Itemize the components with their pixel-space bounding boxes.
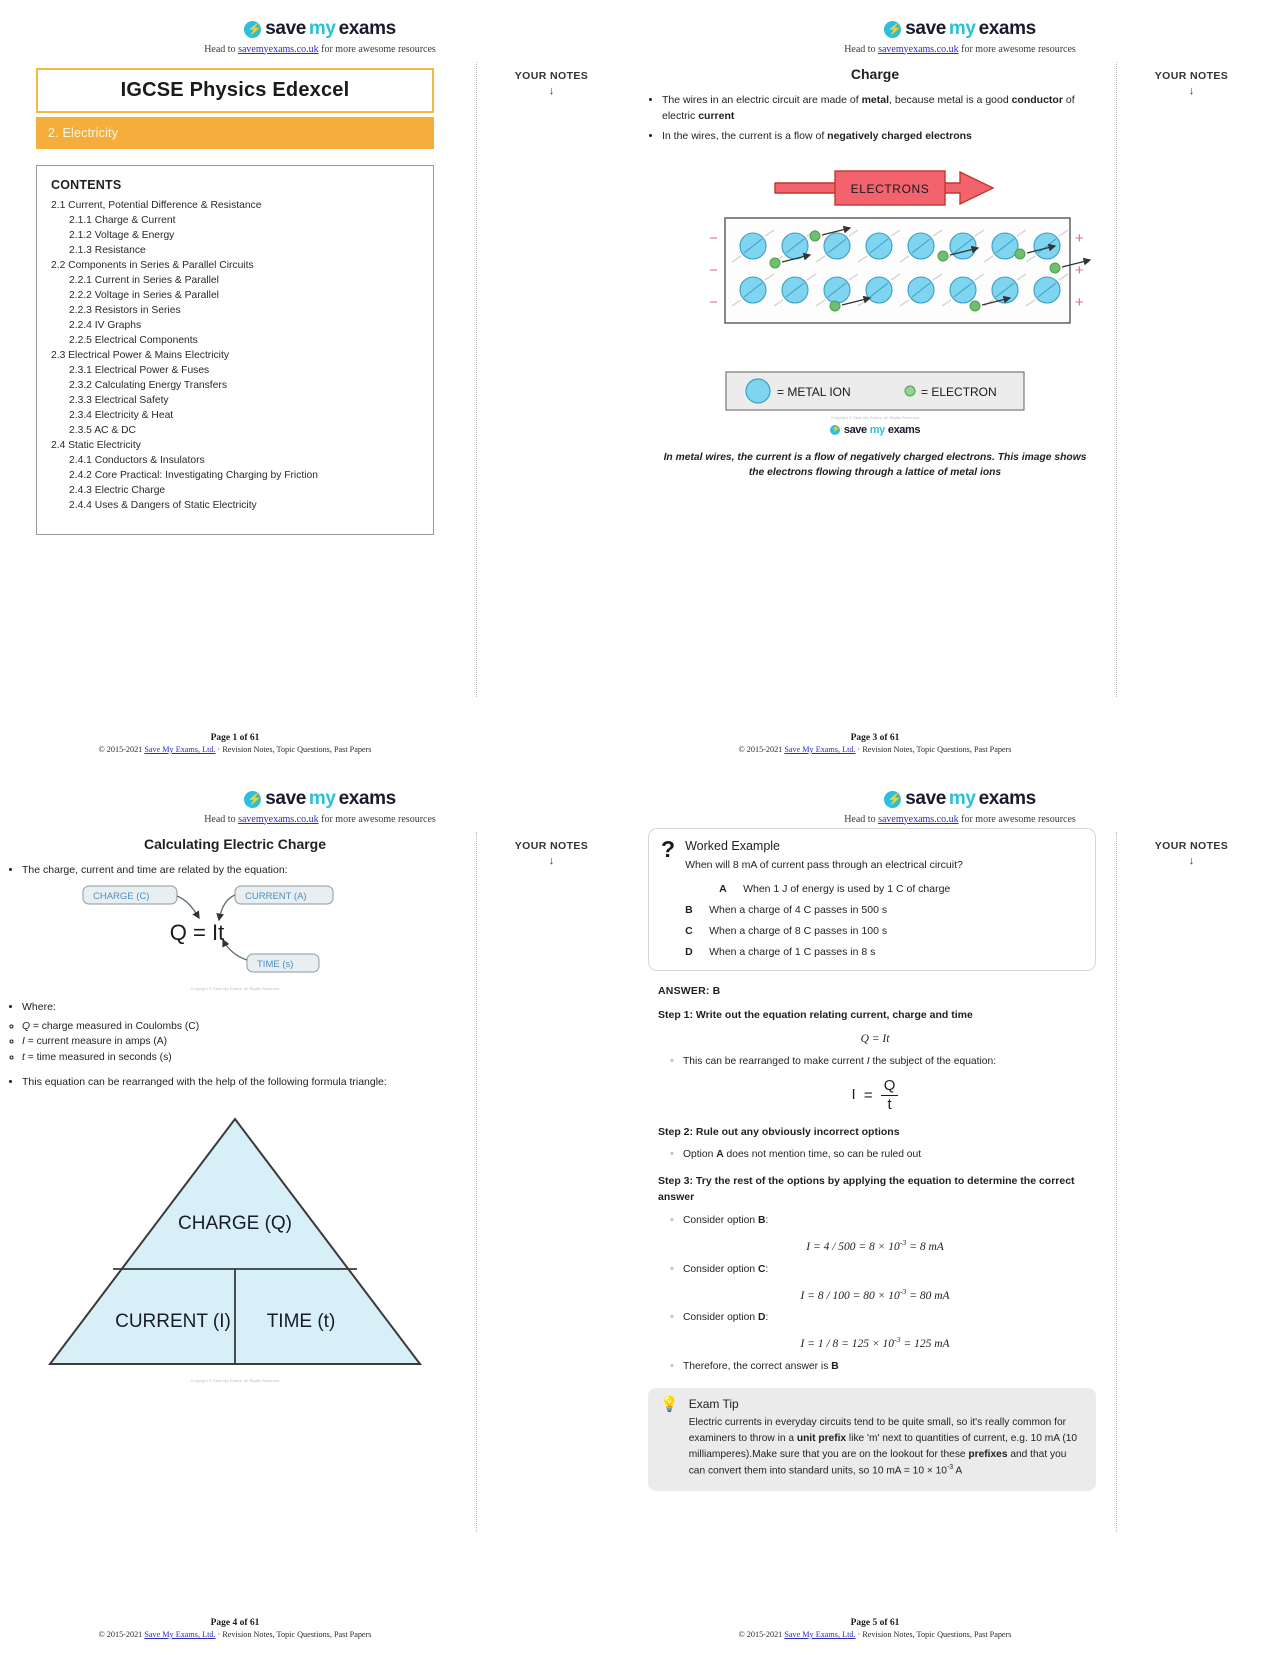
page-number: Page 4 of 61 — [210, 1618, 260, 1628]
svg-text:= METAL ION: = METAL ION — [777, 384, 851, 399]
list-item: ◦ t = time measured in seconds (s) — [22, 1050, 470, 1066]
toc-entry[interactable]: 2.4.2 Core Practical: Investigating Charging by Friction — [69, 470, 318, 481]
lightbulb-icon: 💡 — [660, 1396, 679, 1414]
brand-word-my: my — [869, 423, 885, 436]
positive-sign: + — [1075, 293, 1084, 311]
negative-sign: − — [709, 229, 718, 247]
conclusion-line: ◦ Therefore, the correct answer is B — [670, 1359, 1110, 1375]
brand-word-my: my — [308, 18, 336, 39]
down-arrow-icon: ↓ — [1188, 855, 1195, 867]
table-of-contents — [51, 200, 419, 511]
savemyexams-link[interactable]: savemyexams.co.uk — [238, 813, 319, 825]
your-notes-label: YOUR NOTES — [514, 840, 589, 852]
page-3 — [640, 0, 1280, 770]
brand-word-save: save — [843, 423, 867, 436]
brand-word-my: my — [308, 788, 336, 809]
svg-text:CHARGE (C): CHARGE (C) — [93, 891, 150, 903]
your-notes-rail — [1116, 832, 1266, 1532]
lightning-bolt-icon — [884, 791, 901, 808]
svg-text:CHARGE (Q): CHARGE (Q) — [178, 1212, 292, 1234]
charge-callout — [83, 886, 199, 918]
equation-annotation-diagram — [75, 882, 395, 991]
negative-terminal-signs — [709, 230, 718, 311]
save-my-exams-logo — [884, 18, 1036, 40]
toc-entry[interactable]: 2.3.4 Electricity & Heat — [69, 410, 174, 421]
electrons-direction-arrow — [775, 171, 993, 205]
wire-body — [725, 218, 1070, 323]
company-link[interactable]: Save My Exams, Ltd. — [784, 1630, 856, 1639]
page-3-content — [640, 60, 1110, 481]
your-notes-label: YOUR NOTES — [1154, 840, 1229, 852]
brand-word-exams: exams — [887, 423, 921, 436]
option-text: When a charge of 1 C passes in 8 s — [709, 945, 876, 958]
copyright-prefix: © 2015-2021 — [738, 745, 785, 754]
your-notes-label: YOUR NOTES — [514, 70, 589, 82]
calculation-lead: ◦ Consider option C: — [670, 1262, 1110, 1278]
brand-word-exams: exams — [338, 788, 396, 809]
charge-bullet-list — [640, 92, 1110, 144]
copyright-prefix: © 2015-2021 — [98, 745, 145, 754]
brand-header — [640, 770, 1280, 825]
toc-entry[interactable]: 2.1.3 Resistance — [69, 245, 146, 256]
intro-bullet-list — [0, 862, 470, 878]
company-link[interactable]: Save My Exams, Ltd. — [144, 1630, 216, 1639]
brand-header — [0, 770, 640, 825]
save-my-exams-logo — [244, 18, 396, 40]
option-label: D — [685, 945, 693, 958]
toc-entry[interactable]: 2.2.2 Voltage in Series & Parallel — [69, 290, 219, 301]
figure-caption: In metal wires, the current is a flow of negatively charged electrons. This image shows the electrons flowing through a lattice of metal ions — [663, 451, 1087, 479]
tagline-suffix: for more awesome resources — [958, 813, 1076, 825]
toc-entry[interactable]: 2.4.3 Electric Charge — [69, 485, 166, 496]
step-3-title: Step 3: Try the rest of the options by applying the equation to determine the correct answer — [658, 1175, 1075, 1204]
tagline-prefix: Head to — [204, 813, 239, 825]
worked-example-title: Worked Example — [685, 839, 781, 853]
option-calculations — [640, 1213, 1110, 1350]
toc-entry[interactable]: 2.2.5 Electrical Components — [69, 335, 198, 346]
free-electron — [1050, 263, 1060, 273]
save-my-exams-logo — [244, 788, 396, 810]
page-4-content — [0, 830, 470, 1383]
toc-entry[interactable]: 2.2.1 Current in Series & Parallel — [69, 275, 219, 286]
formula-triangle-svg — [35, 1109, 435, 1374]
toc-entry[interactable]: 2.3 Electrical Power & Mains Electricity — [51, 350, 229, 361]
toc-entry[interactable]: 2.2.3 Resistors in Series — [69, 305, 181, 316]
answer-option[interactable] — [685, 946, 1081, 958]
brand-tagline — [640, 44, 1280, 55]
exam-tip-body: Electric currents in everyday circuits tend to be quite small, so it's really common for examiners to throw in a unit prefix like 'm' next to quantities of current, e.g. 10 mA (10 milliamperes).Make sure that you are on the lookout for these prefixes and that you can convert them into standard units, so 10 mA = $10 \times 10^{-3}$ A — [688, 1417, 1078, 1477]
section-title: Calculating Electric Charge — [143, 836, 327, 852]
down-arrow-icon: ↓ — [548, 85, 555, 97]
page-1-content — [0, 60, 470, 535]
list-item: ◦ Q = charge measured in Coulombs (C) — [22, 1019, 470, 1035]
worked-example-question: When will 8 mA of current pass through an electrical circuit? — [685, 859, 963, 871]
copyright-prefix: © 2015-2021 — [98, 1630, 145, 1639]
list-item: • The charge, current and time are related by the equation: — [22, 862, 470, 878]
toc-entry[interactable]: 2.3.1 Electrical Power & Fuses — [69, 365, 210, 376]
contents-heading: CONTENTS — [51, 178, 122, 192]
question-mark-icon: ? — [661, 836, 676, 862]
copyright-line — [640, 1630, 1110, 1639]
positive-terminal-signs — [1075, 230, 1084, 311]
page-number: Page 3 of 61 — [850, 733, 900, 743]
toc-entry[interactable]: 2.1.1 Charge & Current — [69, 215, 176, 226]
triangle-watermark: Copyright © Save My Exams. All Rights Reserved — [190, 1378, 280, 1383]
calculation-lead: ◦ Consider option D: — [670, 1310, 1110, 1326]
diagram-watermark: Copyright © Save My Exams. All Rights Reserved — [830, 415, 920, 420]
brand-word-exams: exams — [978, 18, 1036, 39]
toc-entry[interactable]: 2.4 Static Electricity — [51, 440, 141, 451]
calculation-equation: $I = 4 / 500 = 8 \times 10^{-3} = 8$ mA — [806, 1237, 944, 1253]
step-1-subpoint: ◦ This can be rearranged to make current I the subject of the equation: — [670, 1054, 1110, 1070]
page-1-footer — [0, 733, 640, 754]
option-label: B — [685, 903, 693, 916]
answer-option[interactable] — [685, 904, 1081, 916]
toc-entry[interactable]: 2.1 Current, Potential Difference & Resistance — [51, 200, 262, 211]
page-4-footer — [0, 1618, 640, 1639]
fraction-numerator: Q — [881, 1077, 899, 1095]
brand-word-save: save — [265, 18, 306, 39]
copyright-line — [640, 745, 1110, 754]
list-item: • Where: — [22, 999, 470, 1015]
lightning-bolt-icon — [244, 791, 261, 808]
step-1-title: Step 1: Write out the equation relating current, charge and time — [658, 1008, 973, 1021]
lightning-bolt-icon — [244, 21, 261, 38]
exam-tip-card — [648, 1388, 1096, 1491]
free-electron — [970, 301, 980, 311]
svg-text:ELECTRONS: ELECTRONS — [850, 181, 930, 196]
worked-example-header — [661, 836, 1081, 958]
svg-text:= ELECTRON: = ELECTRON — [921, 384, 997, 399]
option-label: A — [719, 882, 727, 895]
down-arrow-icon: ↓ — [1188, 85, 1195, 97]
your-notes-rail — [476, 62, 626, 697]
tagline-prefix: Head to — [204, 43, 239, 55]
company-link[interactable]: Save My Exams, Ltd. — [784, 745, 856, 754]
copyright-suffix: · Revision Notes, Topic Questions, Past Papers — [215, 1630, 372, 1639]
svg-text:CURRENT (I): CURRENT (I) — [115, 1310, 231, 1332]
copyright-suffix: · Revision Notes, Topic Questions, Past Papers — [855, 1630, 1012, 1639]
option-text: When a charge of 4 C passes in 500 s — [709, 903, 888, 916]
step-2-title: Step 2: Rule out any obviously incorrect options — [658, 1125, 900, 1138]
tagline-suffix: for more awesome resources — [318, 43, 436, 55]
page-title: IGCSE Physics Edexcel — [120, 79, 350, 101]
svg-text:TIME (t): TIME (t) — [266, 1310, 336, 1332]
step-1-equation: Q = It — [860, 1032, 890, 1045]
exam-tip-title: Exam Tip — [688, 1397, 739, 1412]
negative-sign: − — [709, 293, 718, 311]
free-electron — [830, 301, 840, 311]
option-label: C — [685, 924, 693, 937]
tagline-prefix: Head to — [844, 43, 879, 55]
savemyexams-link[interactable]: savemyexams.co.uk — [238, 43, 319, 55]
step-2-subpoint: ◦ Option A does not mention time, so can be ruled out — [670, 1147, 1110, 1163]
key-svg — [725, 371, 1025, 411]
tagline-prefix: Head to — [844, 813, 879, 825]
answer-line: ANSWER: B — [658, 984, 721, 997]
current-fraction-equation: I = $\frac{Q}{t}$ — [640, 1077, 1110, 1113]
current-callout — [219, 886, 333, 920]
page-1 — [0, 0, 640, 770]
toc-entry[interactable]: 2.3.3 Electrical Safety — [69, 395, 169, 406]
svg-text:Q = It: Q = It — [169, 920, 225, 946]
toc-entry[interactable]: 2.2 Components in Series & Parallel Circuits — [51, 260, 254, 271]
free-electron — [938, 251, 948, 261]
lightning-bolt-icon — [884, 21, 901, 38]
copyright-suffix: · Revision Notes, Topic Questions, Past Papers — [855, 745, 1012, 754]
negative-sign: − — [709, 261, 718, 279]
calculation-equation: $I = 1 / 8 = 125 \times 10^{-3} = 125$ mA — [800, 1335, 950, 1351]
list-item: • In the wires, the current is a flow of negatively charged electrons — [662, 128, 1110, 144]
toc-entry[interactable]: 2.4.4 Uses & Dangers of Static Electricity — [69, 500, 257, 511]
calculation-equation: $I = 8 / 100 = 80 \times 10^{-3} = 80$ mA — [800, 1286, 950, 1302]
copyright-prefix: © 2015-2021 — [738, 1630, 785, 1639]
brand-tagline — [0, 814, 640, 825]
page-4 — [0, 770, 640, 1655]
toc-entry[interactable]: 2.4.1 Conductors & Insulators — [69, 455, 205, 466]
toc-entry[interactable]: 2.1.2 Voltage & Energy — [69, 230, 175, 241]
toc-entry[interactable]: 2.2.4 IV Graphs — [69, 320, 142, 331]
toc-entry[interactable]: 2.3.5 AC & DC — [69, 425, 136, 436]
list-item: • The wires in an electric circuit are made of metal, because metal is a good conductor of electric current — [662, 92, 1110, 125]
brand-word-save: save — [905, 788, 946, 809]
page-5-content — [640, 822, 1110, 1491]
answer-option[interactable] — [685, 925, 1081, 937]
page-5 — [640, 770, 1280, 1655]
company-link[interactable]: Save My Exams, Ltd. — [144, 745, 216, 754]
savemyexams-link[interactable]: savemyexams.co.uk — [878, 43, 959, 55]
tagline-suffix: for more awesome resources — [318, 813, 436, 825]
brand-word-my: my — [948, 18, 976, 39]
brand-tagline — [0, 44, 640, 55]
your-notes-rail — [1116, 62, 1266, 697]
brand-word-exams: exams — [338, 18, 396, 39]
page-number: Page 5 of 61 — [850, 1618, 900, 1628]
toc-entry[interactable]: 2.3.2 Calculating Energy Transfers — [69, 380, 227, 391]
list-item: • This equation can be rearranged with the help of the following formula triangle: — [22, 1074, 470, 1090]
page-5-footer — [640, 1618, 1280, 1639]
brand-header — [0, 0, 640, 55]
topic-banner: 2. Electricity — [36, 117, 434, 149]
save-my-exams-logo — [884, 788, 1036, 810]
answer-options — [685, 883, 1081, 958]
copyright-line — [0, 745, 470, 754]
free-electron — [810, 231, 820, 241]
contents-box — [36, 165, 434, 535]
brand-word-my: my — [948, 788, 976, 809]
positive-sign: + — [1075, 229, 1084, 247]
savemyexams-link[interactable]: savemyexams.co.uk — [878, 813, 959, 825]
your-notes-rail — [476, 832, 626, 1532]
brand-word-exams: exams — [978, 788, 1036, 809]
fraction — [881, 1077, 899, 1113]
positive-sign: + — [1075, 261, 1084, 279]
copyright-line — [0, 1630, 470, 1639]
free-electron — [1015, 249, 1025, 259]
equation-diagram-svg — [75, 882, 395, 982]
page-3-footer — [640, 733, 1280, 754]
list-item: ◦ I = current measure in amps (A) — [22, 1034, 470, 1050]
brand-word-save: save — [905, 18, 946, 39]
section-title: Charge — [850, 66, 900, 82]
lightning-bolt-icon — [830, 425, 840, 435]
rearrange-bullet-list — [0, 1074, 470, 1090]
down-arrow-icon: ↓ — [548, 855, 555, 867]
diagram-brand — [675, 422, 1075, 440]
save-my-exams-logo-small — [830, 424, 920, 436]
answer-option[interactable] — [719, 883, 1081, 895]
course-title-box — [36, 68, 434, 113]
fraction-denominator: t — [887, 1095, 892, 1113]
free-electron — [770, 258, 780, 268]
your-notes-label: YOUR NOTES — [1154, 70, 1229, 82]
fraction-lhs: I — [851, 1086, 856, 1104]
svg-text:TIME (s): TIME (s) — [257, 959, 294, 971]
svg-text:CURRENT (A): CURRENT (A) — [245, 891, 307, 903]
equation-watermark: Copyright © Save My Exams. All Rights Reserved — [190, 987, 280, 992]
option-text: When 1 J of energy is used by 1 C of charge — [743, 882, 951, 895]
page-number: Page 1 of 61 — [210, 733, 260, 743]
definitions-list — [0, 1019, 470, 1067]
where-list — [0, 999, 470, 1015]
calculation-lead: ◦ Consider option B: — [670, 1213, 1110, 1229]
electron-lattice-svg — [675, 158, 1084, 358]
time-callout — [223, 940, 319, 972]
worked-example-card — [648, 828, 1096, 971]
tagline-suffix: for more awesome resources — [958, 43, 1076, 55]
copyright-suffix: · Revision Notes, Topic Questions, Past Papers — [215, 745, 372, 754]
brand-word-save: save — [265, 788, 306, 809]
formula-triangle — [35, 1109, 435, 1383]
brand-header — [640, 0, 1280, 55]
option-text: When a charge of 8 C passes in 100 s — [709, 924, 888, 937]
electron-flow-diagram — [675, 158, 1084, 440]
diagram-key — [725, 371, 1025, 416]
